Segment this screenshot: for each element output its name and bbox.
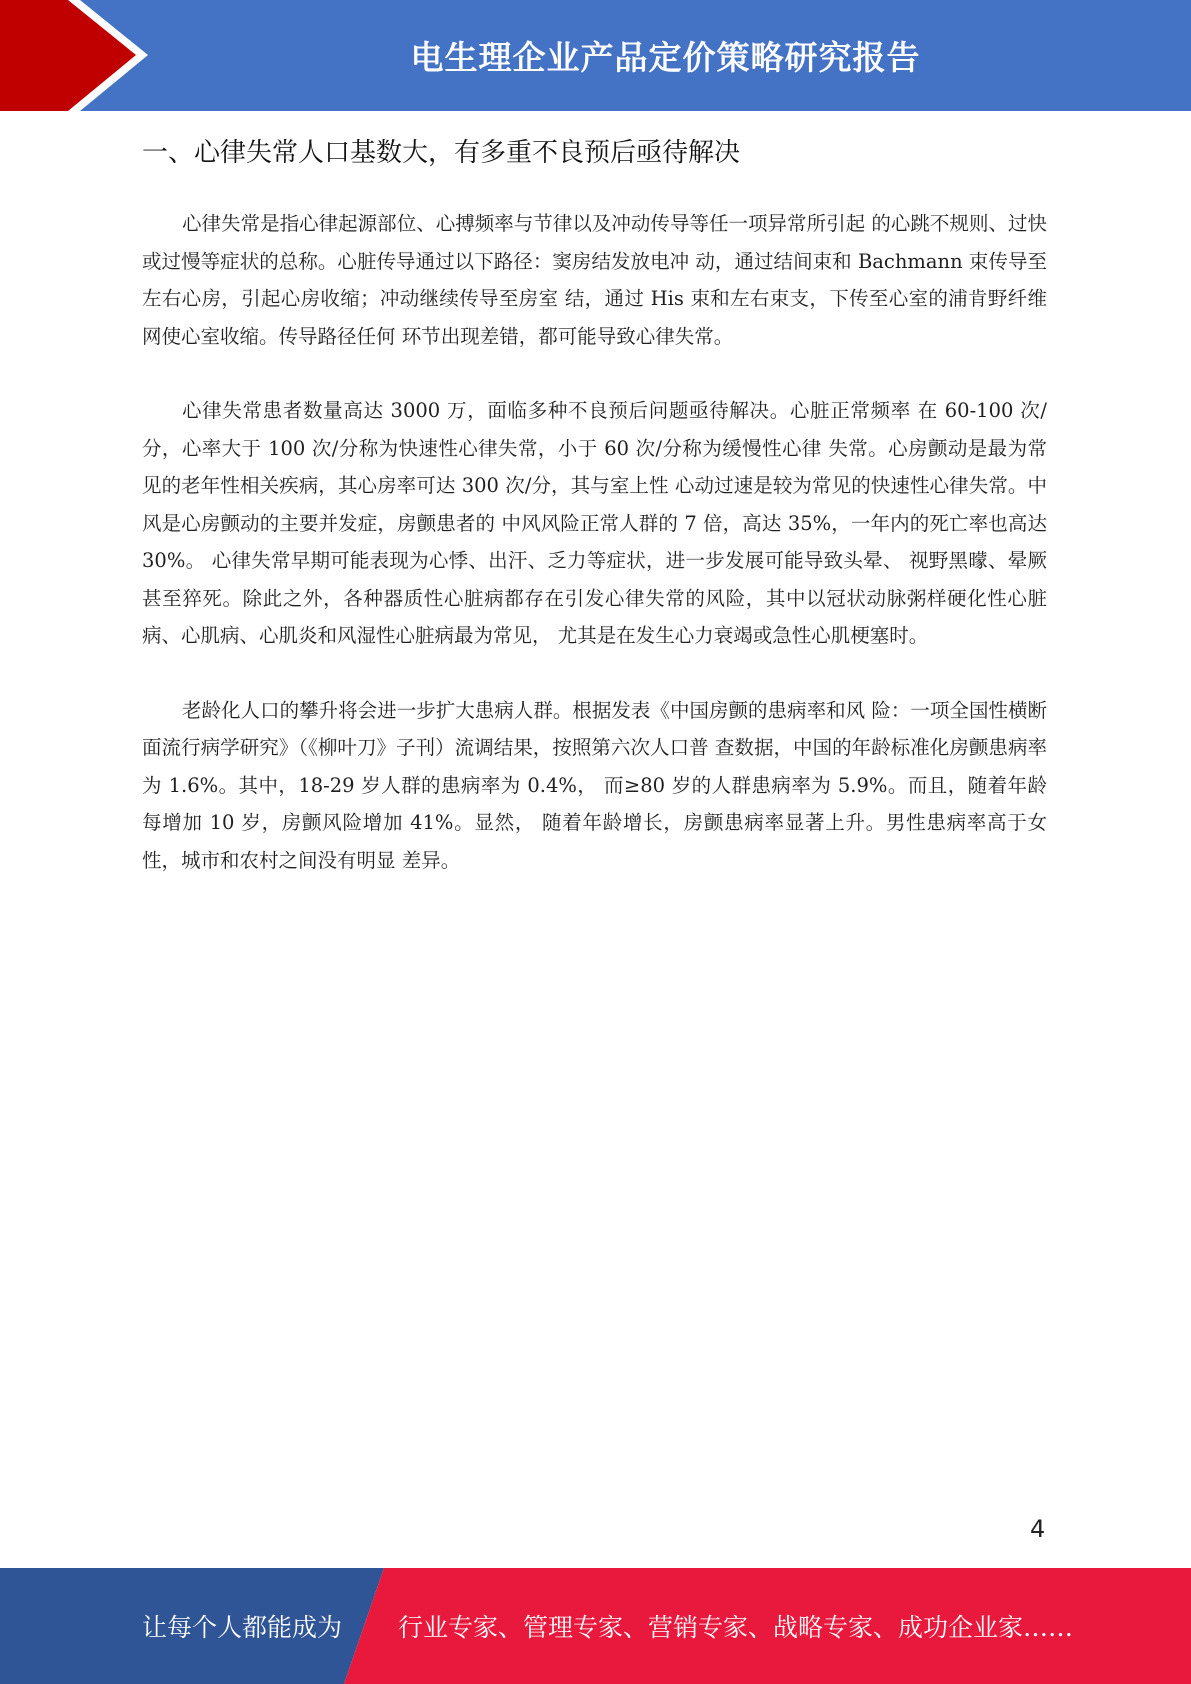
page-number: 4 [1030, 1515, 1046, 1543]
section-heading: 一、心律失常人口基数大，有多重不良预后亟待解决 [142, 138, 741, 168]
header-chevron-icon [0, 0, 160, 111]
page-footer [0, 1568, 1191, 1684]
report-title: 电生理企业产品定价策略研究报告 [410, 38, 921, 77]
body-text [142, 205, 1047, 916]
paragraph-2: 心律失常患者数量高达 3000 万，面临多种不良预后问题亟待解决。心脏正常频率 在 60-100 次/分，心率大于 100 次/分称为快速性心律失常，小于 60 次/分称为缓慢性心律 失常。心房颤动是最为常见的老年性相关疾病，其心房率可达 300 次/分，其与室上性 心动过速是较为常见的快速性心律失常。中风是心房颤动的主要并发症，房颤患者的 中风风险正常人群的 7 倍，高达 35%，一年内的死亡率也高达 30%。 心律失常早期可能表现为心悸、出汗、乏力等症状，进一步发展可能导致头晕、 视野黑曚、晕厥甚至猝死。除此之外，各种器质性心脏病都存在引发心律失常的风险，其中以冠状动脉粥样硬化性心脏病、心肌病、心肌炎和风湿性心脏病最为常见， 尤其是在发生心力衰竭或急性心肌梗塞时。 [142, 399, 1047, 647]
paragraph-1: 心律失常是指心律起源部位、心搏频率与节律以及冲动传导等任一项异常所引起 的心跳不规则、过快或过慢等症状的总称。心脏传导通过以下路径：窦房结发放电冲 动，通过结间束和 Bachmann 束传导至左右心房，引起心房收缩；冲动继续传导至房室 结，通过 His 束和左右束支，下传至心室的浦肯野纤维网使心室收缩。传导路径任何 环节出现差错，都可能导致心律失常。 [142, 212, 1047, 348]
footer-slogan-left: 让每个人都能成为 [142, 1613, 343, 1642]
paragraph-3: 老龄化人口的攀升将会进一步扩大患病人群。根据发表《中国房颤的患病率和风 险：一项全国性横断面流行病学研究》（《柳叶刀》子刊）流调结果，按照第六次人口普 查数据，中国的年龄标准化房颤患病率为 1.6%。其中，18-29 岁人群的患病率为 0.4%， 而≥80 岁的人群患病率为 5.9%。而且，随着年龄每增加 10 岁，房颤风险增加 41%。显然， 随着年龄增长，房颤患病率显著上升。男性患病率高于女性，城市和农村之间没有明显 差异。 [142, 698, 1047, 872]
page-header [0, 0, 1191, 111]
footer-slogan-right: 行业专家、管理专家、营销专家、战略专家、成功企业家…… [398, 1613, 1074, 1642]
